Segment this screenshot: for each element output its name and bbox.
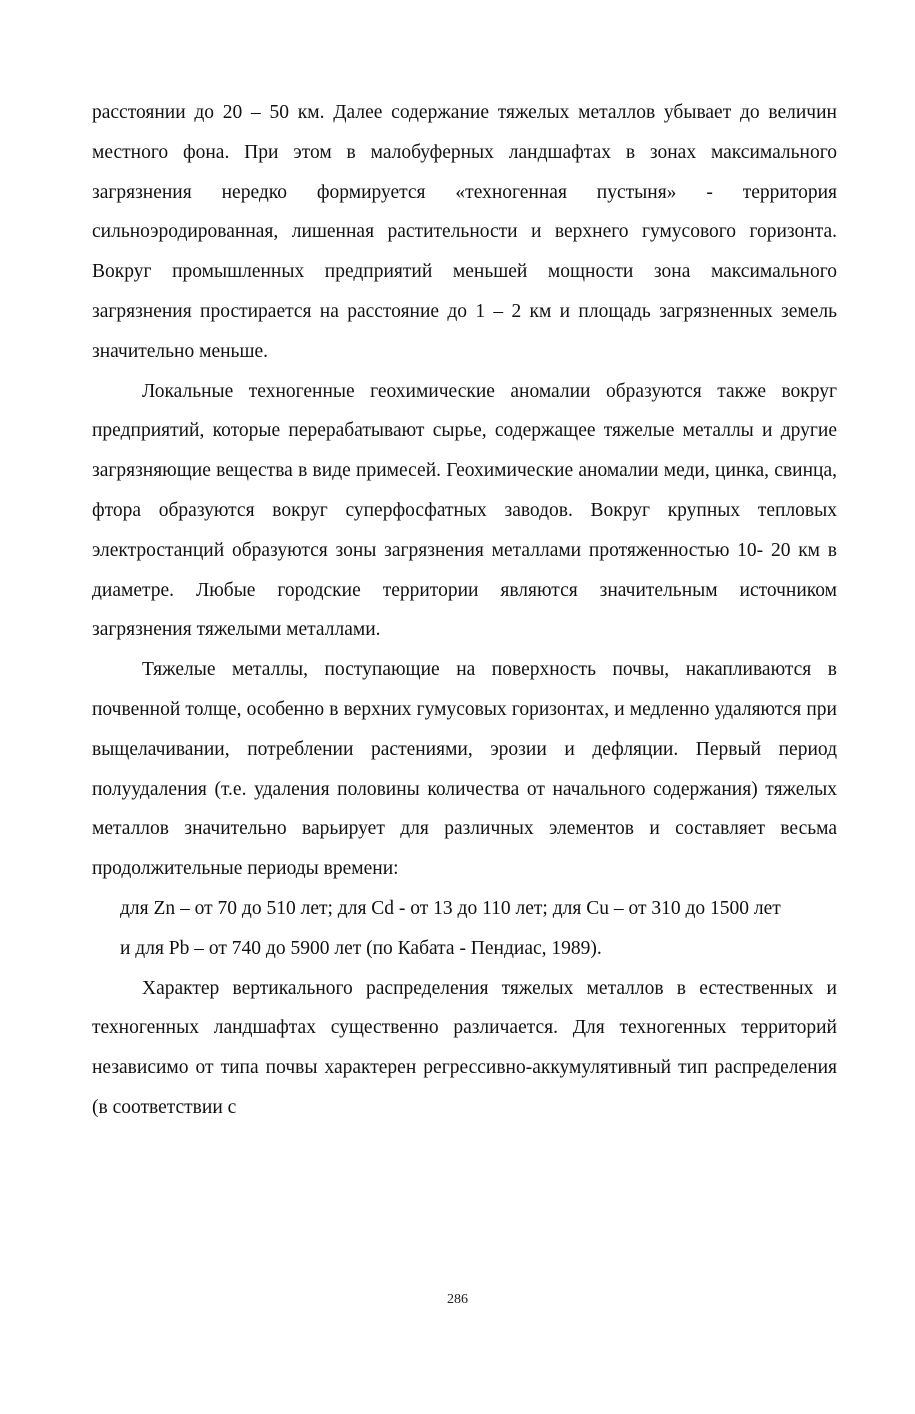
- paragraph-vertical-distribution: Характер вертикального распределения тяжелых металлов в естественных и техногенных ландшафтах существенно различается. Для техногенных территорий независимо от типа почвы характерен регрессивно-аккумулятивный тип распределения (в соответствии с: [92, 977, 837, 1118]
- paragraph-continuation: расстоянии до 20 – 50 км. Далее содержание тяжелых металлов убывает до величин местного фона. При этом в малобуферных ландшафтах в зонах максимального загрязнения нередко формируется «техногенная пустыня» - территория сильноэродированная, лишенная растительности и верхнего гумусового горизонта. Вокруг промышленных предприятий меньшей мощности зона максимального загрязнения простирается на расстояние до 1 – 2 км и площадь загрязненных земель значительно меньше.: [92, 102, 837, 362]
- paragraph-heavy-metals-accumulation: Тяжелые металлы, поступающие на поверхность почвы, накапливаются в почвенной толще, особенно в верхних гумусовых горизонтах, и медленно удаляются при выщелачивании, потреблении растениями, эрозии и дефляции. Первый период полуудаления (т.е. удаления половины количества от начального содержания) тяжелых металлов значительно варьирует для различных элементов и составляет весьма продолжительные периоды времени:: [92, 659, 837, 880]
- list-item-pb: и для Pb – от 740 до 5900 лет (по Кабата - Пендиас, 1989).: [120, 937, 602, 959]
- page-number: 286: [447, 1292, 468, 1307]
- document-page: [92, 93, 837, 1128]
- list-item-zn-cd-cu: для Zn – от 70 до 510 лет; для Cd - от 13 до 110 лет; для Cu – от 310 до 1500 лет: [120, 897, 781, 919]
- paragraph-local-anomalies: Локальные техногенные геохимические аномалии образуются также вокруг предприятий, которые перерабатывают сырье, содержащее тяжелые металлы и другие загрязняющие вещества в виде примесей. Геохимические аномалии меди, цинка, свинца, фтора образуются вокруг суперфосфатных заводов. Вокруг крупных тепловых электростанций образуются зоны загрязнения металлами протяженностью 10- 20 км в диаметре. Любые городские территории являются значительным источником загрязнения тяжелыми металлами.: [92, 380, 837, 641]
